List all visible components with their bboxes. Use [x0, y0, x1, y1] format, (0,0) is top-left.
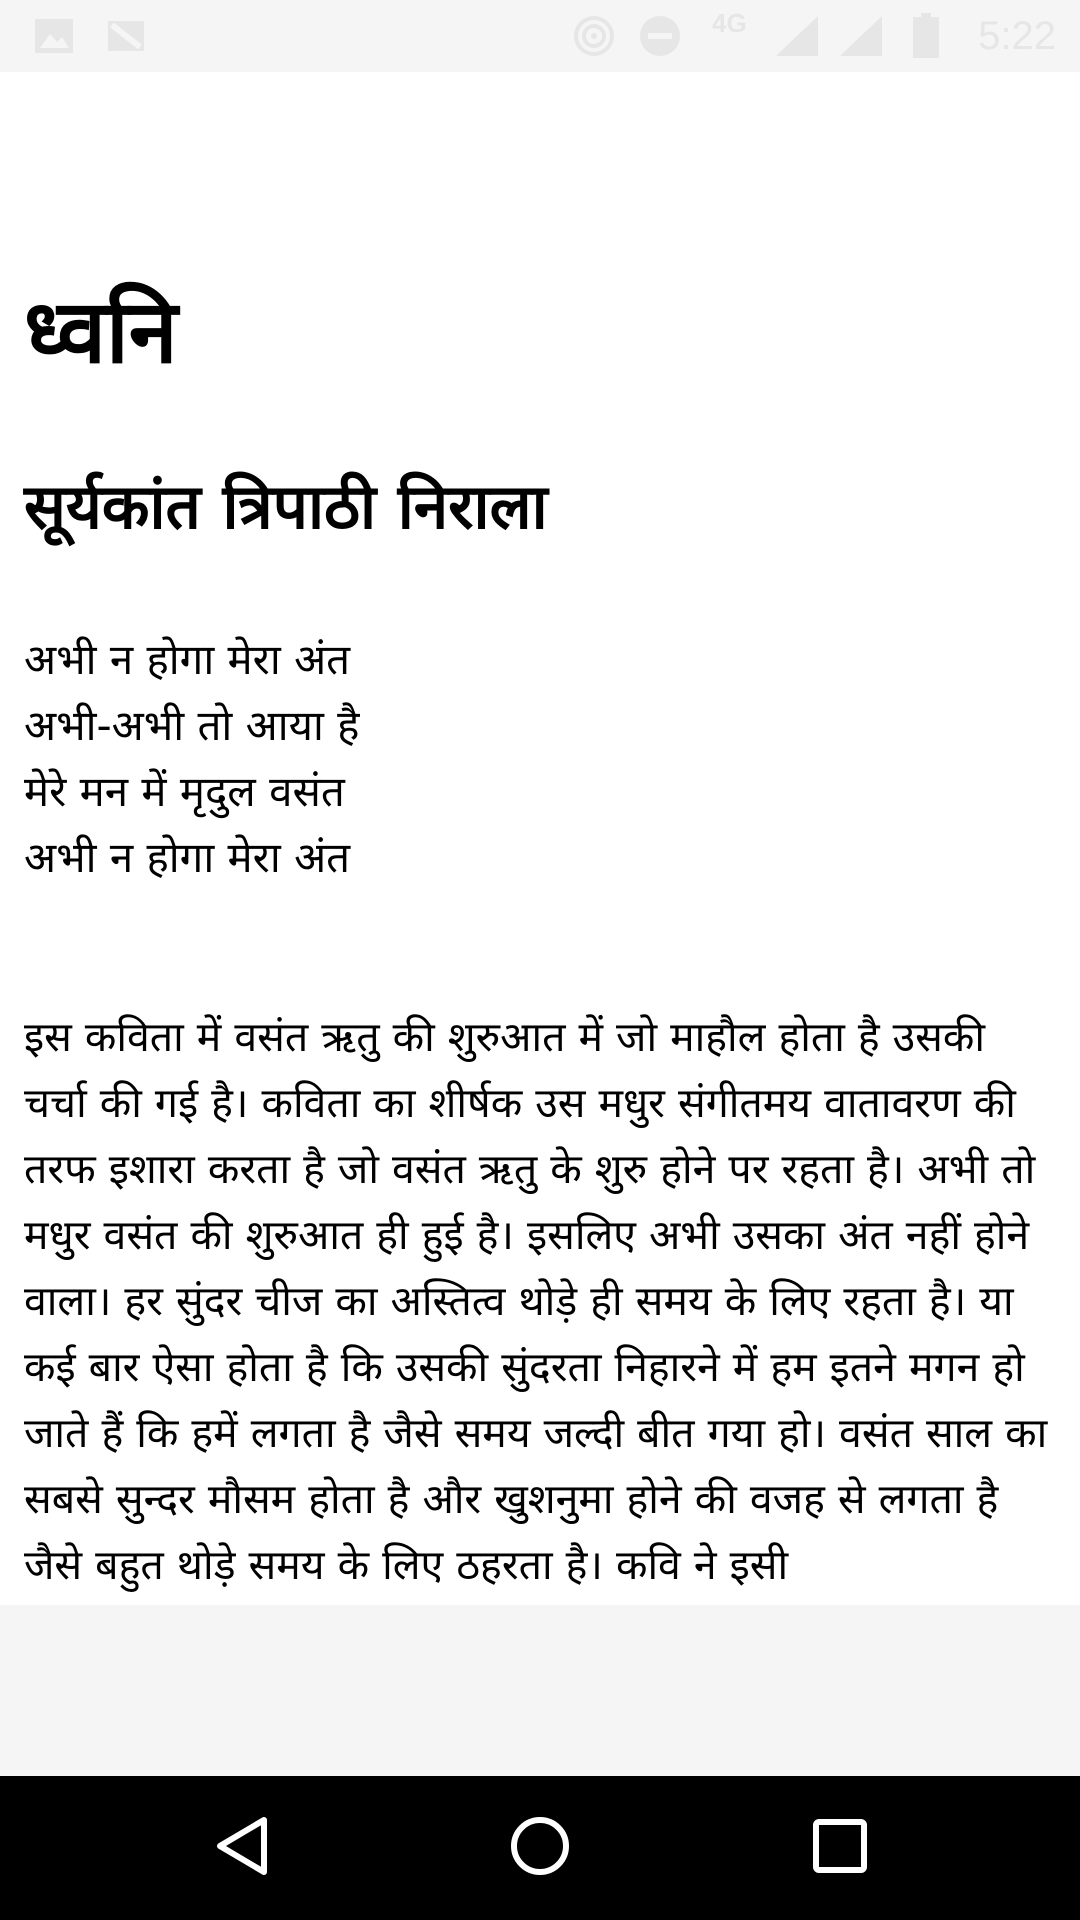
image-icon — [34, 14, 74, 58]
battery-icon — [912, 14, 940, 58]
hotspot-icon — [572, 14, 616, 58]
article-content[interactable] — [0, 72, 1080, 1605]
no-sim-icon — [104, 14, 148, 58]
home-button[interactable] — [490, 1798, 590, 1898]
poem-title: ध्वनि — [24, 280, 178, 383]
poem-verse — [24, 627, 1054, 891]
poet-name: सूर्यकांत त्रिपाठी निराला — [24, 470, 548, 543]
signal-icon — [838, 14, 884, 58]
navigation-bar — [0, 1776, 1080, 1920]
verse-line: अभी न होगा मेरा अंत — [24, 833, 351, 882]
bottom-spacer — [0, 1605, 1080, 1776]
signal-icon — [774, 14, 820, 58]
home-icon — [508, 1814, 572, 1882]
status-time: 5:22 — [978, 14, 1056, 58]
back-icon — [212, 1814, 272, 1882]
verse-line: मेरे मन में मृदुल वसंत — [24, 767, 345, 816]
poem-explanation: इस कविता में वसंत ऋतु की शुरुआत में जो माहौल होता है उसकी चर्चा की गई है। कविता का शीर्षक उस मधुर संगीतमय वातावरण की तरफ इशारा करता है जो वसंत ऋतु के शुरु होने पर रहता है। अभी तो मधुर वसंत की शुरुआत ही हुई है। इसलिए अभी उसका अंत नहीं होने वाला। हर सुंदर चीज का अस्तित्व थोड़े ही समय के लिए रहता है। या कई बार ऐसा होता है कि उसकी सुंदरता निहारने में हम इतने मगन हो जाते हैं कि हमें लगता है जैसे समय जल्दी बीत गया हो। वसंत साल का सबसे सुन्दर मौसम होता है और खुशनुमा होने की वजह से लगता है जैसे बहुत थोड़े समय के लिए ठहरता है। कवि ने इसी — [24, 1013, 1048, 1589]
verse-line: अभी-अभी तो आया है — [24, 701, 360, 750]
network-type-label: 4G — [712, 8, 747, 38]
do-not-disturb-icon — [638, 14, 682, 58]
recents-button[interactable] — [790, 1798, 890, 1898]
verse-line: अभी न होगा मेरा अंत — [24, 635, 351, 684]
back-button[interactable] — [192, 1798, 292, 1898]
recents-icon — [812, 1818, 868, 1878]
status-bar — [0, 0, 1080, 72]
